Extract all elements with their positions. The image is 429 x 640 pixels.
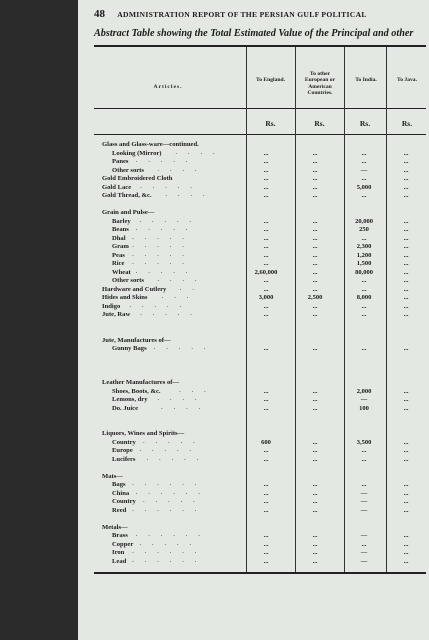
article-label: Looking (Mirror) xyxy=(112,149,162,157)
dot-leader: . . . . . xyxy=(136,159,193,164)
dot-leader: . . . . xyxy=(165,193,210,198)
dot-leader: . . . . . . xyxy=(132,558,202,564)
article-label: Mats— xyxy=(102,472,123,480)
dot-leader: . . . . . xyxy=(132,252,189,258)
table-row xyxy=(78,498,429,506)
article-label: Gunny Bags xyxy=(112,345,147,352)
dot-leader: . . . . . xyxy=(143,439,200,445)
value-cell: ... xyxy=(263,285,269,293)
value-cell: ... xyxy=(361,285,367,293)
value-cell: ... xyxy=(361,234,367,242)
value-cell: ... xyxy=(263,251,269,259)
value-cell: — xyxy=(360,489,368,497)
article-label: Barley xyxy=(112,217,131,225)
dot-leader: . . . xyxy=(162,295,194,300)
value-cell: ... xyxy=(403,549,409,556)
article-label: Lead xyxy=(112,557,127,565)
dot-leader: . . . xyxy=(179,388,211,394)
value-cell: ... xyxy=(263,532,269,539)
value-cell: ... xyxy=(403,345,409,352)
unit-label: Rs. xyxy=(314,119,325,128)
table-row xyxy=(78,337,429,345)
value-cell: ... xyxy=(403,260,409,267)
table-row xyxy=(78,371,429,379)
table-row xyxy=(78,481,429,489)
value-cell: ... xyxy=(361,540,367,548)
value-cell: ... xyxy=(403,251,409,259)
article-label: Other sorts xyxy=(112,166,144,174)
value-cell: ... xyxy=(361,311,367,318)
value-cell: ... xyxy=(263,540,269,548)
value-cell: ... xyxy=(312,302,318,310)
table-row xyxy=(78,226,429,234)
dot-leader: . . . . . xyxy=(140,184,197,190)
value-cell: ... xyxy=(361,302,367,310)
dot-leader: . . . . . xyxy=(146,456,204,462)
value-cell: ... xyxy=(403,311,409,318)
table-row xyxy=(78,167,429,175)
value-cell: ... xyxy=(312,498,318,505)
article-label: Brass xyxy=(112,532,128,539)
dot-leader: . . . . xyxy=(157,167,202,173)
value-cell: ... xyxy=(312,260,318,267)
dot-leader: . . . . . . xyxy=(136,533,205,538)
table-subtitle: Abstract Table showing the Total Estimated Value of the Principal and other xyxy=(94,28,414,39)
article-label: Country xyxy=(112,498,136,505)
table-row xyxy=(78,388,429,396)
value-cell: 250 xyxy=(359,226,369,233)
value-cell: ... xyxy=(403,294,409,301)
article-label: China xyxy=(112,489,130,497)
value-cell: ... xyxy=(263,217,269,225)
value-cell: ... xyxy=(403,234,409,242)
dot-leader: . . . . xyxy=(175,150,220,156)
article-label: Metals— xyxy=(102,523,128,531)
value-cell: — xyxy=(360,506,368,514)
running-header xyxy=(94,8,424,20)
dot-leader: . . . . . . xyxy=(132,550,202,555)
column-header-india: To India. xyxy=(355,77,377,83)
value-cell: ... xyxy=(312,149,318,157)
value-cell: ... xyxy=(263,226,269,233)
article-label: Grain and Pulse— xyxy=(102,209,155,216)
value-cell: ... xyxy=(312,438,318,446)
value-cell: ... xyxy=(263,260,269,267)
value-cell: ... xyxy=(263,447,269,454)
article-label: Bags xyxy=(112,481,126,488)
dot-leader: . . . . . . xyxy=(132,507,202,513)
value-cell: ... xyxy=(263,166,269,174)
value-cell: ... xyxy=(403,455,409,463)
value-cell: ... xyxy=(361,481,367,488)
table-row xyxy=(78,456,429,464)
dot-leader: . . . . . . xyxy=(132,482,202,487)
value-cell: ... xyxy=(361,345,367,352)
article-label: Jute, Raw xyxy=(102,311,131,318)
value-cell: ... xyxy=(403,175,409,182)
article-label: Gram xyxy=(112,243,129,250)
units-rule xyxy=(94,134,426,135)
value-cell: ... xyxy=(403,387,409,395)
value-cell: ... xyxy=(312,234,318,242)
value-cell: 2,60,000 xyxy=(254,268,278,276)
table-row xyxy=(78,447,429,455)
table-row xyxy=(78,515,429,523)
value-cell: ... xyxy=(361,192,367,199)
value-cell: ... xyxy=(263,455,269,463)
value-cell: 1,200 xyxy=(356,251,372,259)
table-row xyxy=(78,430,429,438)
value-cell: ... xyxy=(403,285,409,293)
article-label: Country xyxy=(112,438,136,446)
value-cell: ... xyxy=(263,387,269,395)
value-cell: ... xyxy=(312,557,318,565)
dot-leader: . . . . . xyxy=(139,448,196,453)
table-row xyxy=(78,158,429,166)
value-cell: ... xyxy=(403,481,409,488)
header-bottom-rule xyxy=(94,108,426,109)
value-cell: 3,000 xyxy=(258,294,274,301)
dot-leader: . . . . . xyxy=(154,346,211,351)
article-label: Gold Embroidered Cloth xyxy=(102,175,173,182)
dot-leader: . . . . . xyxy=(132,235,189,241)
table-row xyxy=(78,464,429,472)
article-label: Shoes, Boots, &c. xyxy=(112,387,161,395)
value-cell: ... xyxy=(403,277,409,284)
value-cell: — xyxy=(360,557,368,565)
unit-label: Rs. xyxy=(401,119,413,128)
column-header-europe: To other European or American Countries. xyxy=(304,71,336,97)
value-cell: ... xyxy=(403,158,409,165)
value-cell: ... xyxy=(312,243,318,250)
value-cell: ... xyxy=(403,183,409,191)
value-cell: ... xyxy=(403,226,409,233)
table-row xyxy=(78,218,429,226)
value-cell: ... xyxy=(263,506,269,514)
dot-leader: . . . . xyxy=(157,397,202,402)
table-row xyxy=(78,252,429,260)
article-label: Liquors, Wines and Spirits— xyxy=(102,430,185,437)
table-row xyxy=(78,405,429,413)
value-cell: ... xyxy=(312,549,318,556)
value-cell: ... xyxy=(312,277,318,284)
table-row xyxy=(78,175,429,183)
document-page xyxy=(78,0,429,640)
table-row xyxy=(78,524,429,532)
table-row xyxy=(78,277,429,285)
value-cell: ... xyxy=(263,345,269,352)
table-row xyxy=(78,260,429,268)
dot-leader: . . . . . xyxy=(136,227,193,232)
table-row xyxy=(78,311,429,319)
dot-leader: . . . . . xyxy=(139,541,196,547)
value-cell: ... xyxy=(312,311,318,318)
value-cell: ... xyxy=(312,183,318,191)
column-header-java: To Java. xyxy=(397,77,417,83)
value-cell: ... xyxy=(361,175,367,182)
value-cell: ... xyxy=(403,243,409,250)
bottom-rule xyxy=(94,572,426,574)
value-cell: ... xyxy=(312,192,318,199)
value-cell: ... xyxy=(263,404,269,412)
top-rule xyxy=(94,45,426,47)
value-cell: ... xyxy=(312,175,318,182)
dot-leader: . . . . . xyxy=(132,261,189,266)
value-cell: ... xyxy=(312,251,318,259)
value-cell: ... xyxy=(403,217,409,225)
value-cell: ... xyxy=(312,396,318,403)
table-row xyxy=(78,379,429,387)
value-cell: ... xyxy=(403,540,409,548)
table-row xyxy=(78,303,429,311)
value-cell: ... xyxy=(403,192,409,199)
value-cell: ... xyxy=(312,489,318,497)
value-cell: ... xyxy=(312,387,318,395)
table-row xyxy=(78,235,429,243)
column-header-articles: Articles. xyxy=(153,84,183,90)
value-cell: ... xyxy=(312,285,318,293)
value-cell: 5,000 xyxy=(356,183,372,191)
value-cell: 3,500 xyxy=(356,438,372,446)
value-cell: 600 xyxy=(261,438,271,446)
table-row xyxy=(78,473,429,481)
article-label: Glass and Glass-ware—continued. xyxy=(102,141,199,148)
value-cell: 2,300 xyxy=(356,243,372,250)
value-cell: ... xyxy=(403,302,409,310)
value-cell: ... xyxy=(263,489,269,497)
table-row xyxy=(78,320,429,328)
value-cell: 1,500 xyxy=(356,260,372,267)
table-row xyxy=(78,192,429,200)
article-label: Iron xyxy=(112,549,125,556)
value-cell: 8,000 xyxy=(356,294,372,301)
dot-leader: . . . . . xyxy=(136,269,193,275)
value-cell: ... xyxy=(263,302,269,310)
dot-leader: . . . . xyxy=(161,405,205,411)
table-row xyxy=(78,362,429,370)
value-cell: ... xyxy=(263,481,269,488)
value-cell: ... xyxy=(263,158,269,165)
article-label: Dhal xyxy=(112,234,126,242)
article-label: Europe xyxy=(112,447,133,454)
table-row xyxy=(78,294,429,302)
table-row xyxy=(78,201,429,209)
table-row xyxy=(78,354,429,362)
table-row xyxy=(78,150,429,158)
value-cell: ... xyxy=(403,268,409,276)
value-cell: ... xyxy=(312,455,318,463)
dot-leader: . . . . . xyxy=(143,499,200,504)
value-cell: ... xyxy=(312,158,318,165)
table-row xyxy=(78,269,429,277)
article-label: Jute, Manufactures of— xyxy=(102,336,171,344)
table-row xyxy=(78,422,429,430)
value-cell: ... xyxy=(403,396,409,403)
value-cell: ... xyxy=(312,532,318,539)
value-cell: ... xyxy=(403,489,409,497)
article-label: Gold Thread, &c. xyxy=(102,192,152,199)
running-title: ADMINISTRATION REPORT OF THE PERSIAN GULF POLITICAL xyxy=(117,10,367,19)
table-row xyxy=(78,345,429,353)
article-label: Leather Manufactures of— xyxy=(102,379,180,386)
value-cell: 20,000 xyxy=(355,217,373,225)
value-cell: ... xyxy=(312,166,318,174)
table-row xyxy=(78,549,429,557)
value-cell: 100 xyxy=(359,404,369,412)
value-cell: ... xyxy=(403,438,409,446)
value-cell: ... xyxy=(403,532,409,539)
article-label: Do. Juice xyxy=(112,404,139,412)
value-cell: ... xyxy=(312,226,318,233)
table-row xyxy=(78,507,429,515)
value-cell: ... xyxy=(312,481,318,488)
value-cell: ... xyxy=(263,192,269,199)
dot-leader: . . . . . xyxy=(140,312,197,317)
value-cell: ... xyxy=(312,217,318,225)
value-cell: ... xyxy=(263,311,269,318)
value-cell: ... xyxy=(403,404,409,412)
value-cell: ... xyxy=(361,158,367,165)
value-cell: ... xyxy=(263,396,269,403)
article-label: Hardware and Cutlery xyxy=(102,285,167,293)
article-label: Indigo xyxy=(102,302,121,310)
article-label: Hides and Skins xyxy=(102,294,148,301)
table-row xyxy=(78,413,429,421)
value-cell: 80,000 xyxy=(355,268,373,276)
value-cell: ... xyxy=(263,234,269,242)
dot-leader: . . xyxy=(180,286,199,292)
dot-leader: . . . . . xyxy=(129,303,186,309)
value-cell: ... xyxy=(312,268,318,276)
article-label: Panes xyxy=(112,158,129,165)
value-cell: ... xyxy=(263,243,269,250)
value-cell: ... xyxy=(312,506,318,514)
value-cell: ... xyxy=(312,540,318,548)
dot-leader: . . . . . xyxy=(139,218,196,224)
value-cell: ... xyxy=(263,549,269,556)
value-cell: ... xyxy=(403,557,409,565)
value-cell: ... xyxy=(263,277,269,284)
value-cell: ... xyxy=(263,149,269,157)
value-cell: ... xyxy=(312,345,318,352)
table-row xyxy=(78,439,429,447)
value-cell: — xyxy=(360,532,368,539)
value-cell: ... xyxy=(361,149,367,157)
dot-leader: . . . . . . xyxy=(136,490,205,496)
value-cell: ... xyxy=(312,447,318,454)
value-cell: — xyxy=(360,498,368,505)
table-row xyxy=(78,328,429,336)
unit-label: Rs. xyxy=(359,119,371,128)
table-row xyxy=(78,243,429,251)
value-cell: ... xyxy=(403,149,409,157)
article-label: Copper xyxy=(112,540,134,548)
table-row xyxy=(78,286,429,294)
table-row xyxy=(78,532,429,540)
value-cell: ... xyxy=(263,557,269,565)
unit-label: Rs. xyxy=(265,119,276,128)
value-cell: — xyxy=(360,396,368,403)
article-label: Other sorts xyxy=(112,277,144,284)
table-row xyxy=(78,141,429,149)
value-cell: ... xyxy=(403,447,409,454)
value-cell: — xyxy=(360,166,368,174)
value-cell: ... xyxy=(361,455,367,463)
value-cell: ... xyxy=(312,404,318,412)
value-cell: ... xyxy=(361,447,367,454)
table-row xyxy=(78,209,429,217)
article-label: Peas xyxy=(112,251,125,259)
table-row xyxy=(78,490,429,498)
article-label: Lemons, dry xyxy=(112,396,148,403)
value-cell: ... xyxy=(263,175,269,182)
value-cell: ... xyxy=(403,498,409,505)
dot-leader: . . . . xyxy=(157,278,202,283)
value-cell: ... xyxy=(403,506,409,514)
table-row xyxy=(78,558,429,566)
value-cell: ... xyxy=(263,183,269,191)
article-label: Beans xyxy=(112,226,129,233)
article-label: Gold Lace xyxy=(102,183,132,191)
article-label: Wheat xyxy=(112,268,131,276)
value-cell: ... xyxy=(263,498,269,505)
table-row xyxy=(78,184,429,192)
table-row xyxy=(78,541,429,549)
value-cell: ... xyxy=(361,277,367,284)
table-row xyxy=(78,396,429,404)
value-cell: 2,000 xyxy=(356,387,372,395)
dot-leader: . . . . . xyxy=(132,244,189,249)
value-cell: ... xyxy=(403,166,409,174)
column-header-england: To England. xyxy=(255,77,286,83)
article-label: Reed xyxy=(112,506,127,514)
article-label: Lucifers xyxy=(112,455,136,463)
value-cell: — xyxy=(360,549,368,556)
page-number: 48 xyxy=(94,8,105,20)
article-label: Rice xyxy=(112,260,125,267)
value-cell: 2,500 xyxy=(307,294,323,301)
